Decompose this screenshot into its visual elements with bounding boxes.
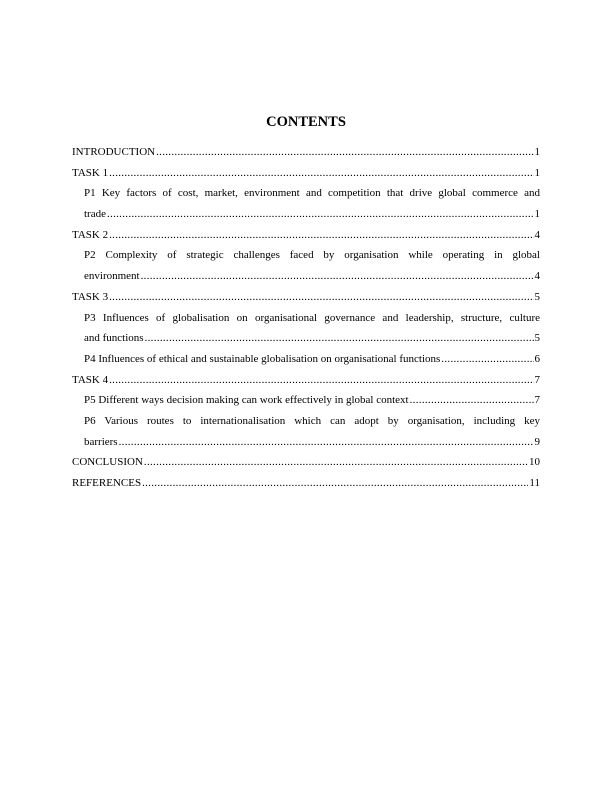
toc-entry-text: P2 Complexity of strategic challenges faced by organisation while operating in global xyxy=(84,249,540,262)
toc-entry-text: REFERENCES xyxy=(72,477,142,489)
toc-entry-p2[interactable] xyxy=(84,245,540,286)
toc-entry-p6[interactable] xyxy=(84,411,540,452)
dot-leader xyxy=(145,328,534,349)
toc-page-number: 4 xyxy=(534,270,540,283)
toc-entry-text: CONCLUSION xyxy=(72,456,143,469)
toc-entry-text: INTRODUCTION xyxy=(72,146,156,158)
dot-leader xyxy=(410,390,534,411)
dot-leader xyxy=(109,287,533,308)
dot-leader xyxy=(119,432,534,453)
toc-entry-text: TASK 4 xyxy=(72,373,109,386)
toc-page-number: 1 xyxy=(534,208,540,221)
toc-entry-task-2[interactable] xyxy=(72,225,540,246)
toc-page-number: 1 xyxy=(534,146,540,158)
toc-entry-task-1[interactable] xyxy=(72,163,540,184)
toc-page-number: 11 xyxy=(529,477,540,489)
dot-leader xyxy=(142,473,528,494)
toc-page-number: 10 xyxy=(529,456,540,469)
dot-leader xyxy=(156,142,533,163)
toc-page-number: 1 xyxy=(534,166,540,179)
dot-leader xyxy=(441,349,533,370)
dot-leader xyxy=(141,266,534,287)
toc-entry-text: P1 Key factors of cost, market, environment and competition that drive global commerce and xyxy=(84,187,540,200)
toc-entry-text-continued: and functions xyxy=(84,332,144,345)
toc-entry-task-4[interactable] xyxy=(72,370,540,391)
toc-page-number: 5 xyxy=(534,290,540,303)
toc-entry-text: TASK 2 xyxy=(72,228,109,241)
toc-entry-text-continued: trade xyxy=(84,208,106,221)
toc-page-number: 6 xyxy=(534,352,540,365)
toc-entry-p1[interactable] xyxy=(84,183,540,224)
toc-entry-conclusion[interactable] xyxy=(72,452,540,473)
toc-entry-p4[interactable] xyxy=(84,349,540,370)
toc-entry-p3[interactable] xyxy=(84,308,540,349)
dot-leader xyxy=(144,452,528,473)
toc-title: CONTENTS xyxy=(266,114,346,130)
toc-page-number: 4 xyxy=(534,228,540,241)
toc-entry-text: P5 Different ways decision making can work effectively in global context xyxy=(84,394,409,407)
toc-entry-text: P6 Various routes to internationalisation which can adopt by organisation, including key xyxy=(84,414,540,427)
dot-leader xyxy=(107,204,534,225)
toc-entry-text-continued: environment xyxy=(84,270,140,283)
toc-page-number: 7 xyxy=(534,373,540,386)
toc-entry-references[interactable] xyxy=(72,473,540,494)
toc-page-number: 9 xyxy=(534,435,540,448)
toc-page-number: 5 xyxy=(534,332,540,345)
dot-leader xyxy=(109,370,533,391)
toc-entry-text-continued: barriers xyxy=(84,435,118,448)
toc-entry-text: P3 Influences of globalisation on organisational governance and leadership, structure, culture xyxy=(84,311,540,324)
table-of-contents xyxy=(72,142,540,494)
toc-entry-p5[interactable] xyxy=(84,390,540,411)
toc-entry-text: TASK 3 xyxy=(72,290,109,303)
dot-leader xyxy=(109,225,533,246)
toc-entry-text: TASK 1 xyxy=(72,166,109,179)
toc-page-number: 7 xyxy=(534,394,540,407)
toc-entry-text: P4 Influences of ethical and sustainable globalisation on organisational functions xyxy=(84,352,441,365)
dot-leader xyxy=(109,163,533,184)
toc-entry-introduction[interactable] xyxy=(72,142,540,163)
toc-entry-task-3[interactable] xyxy=(72,287,540,308)
